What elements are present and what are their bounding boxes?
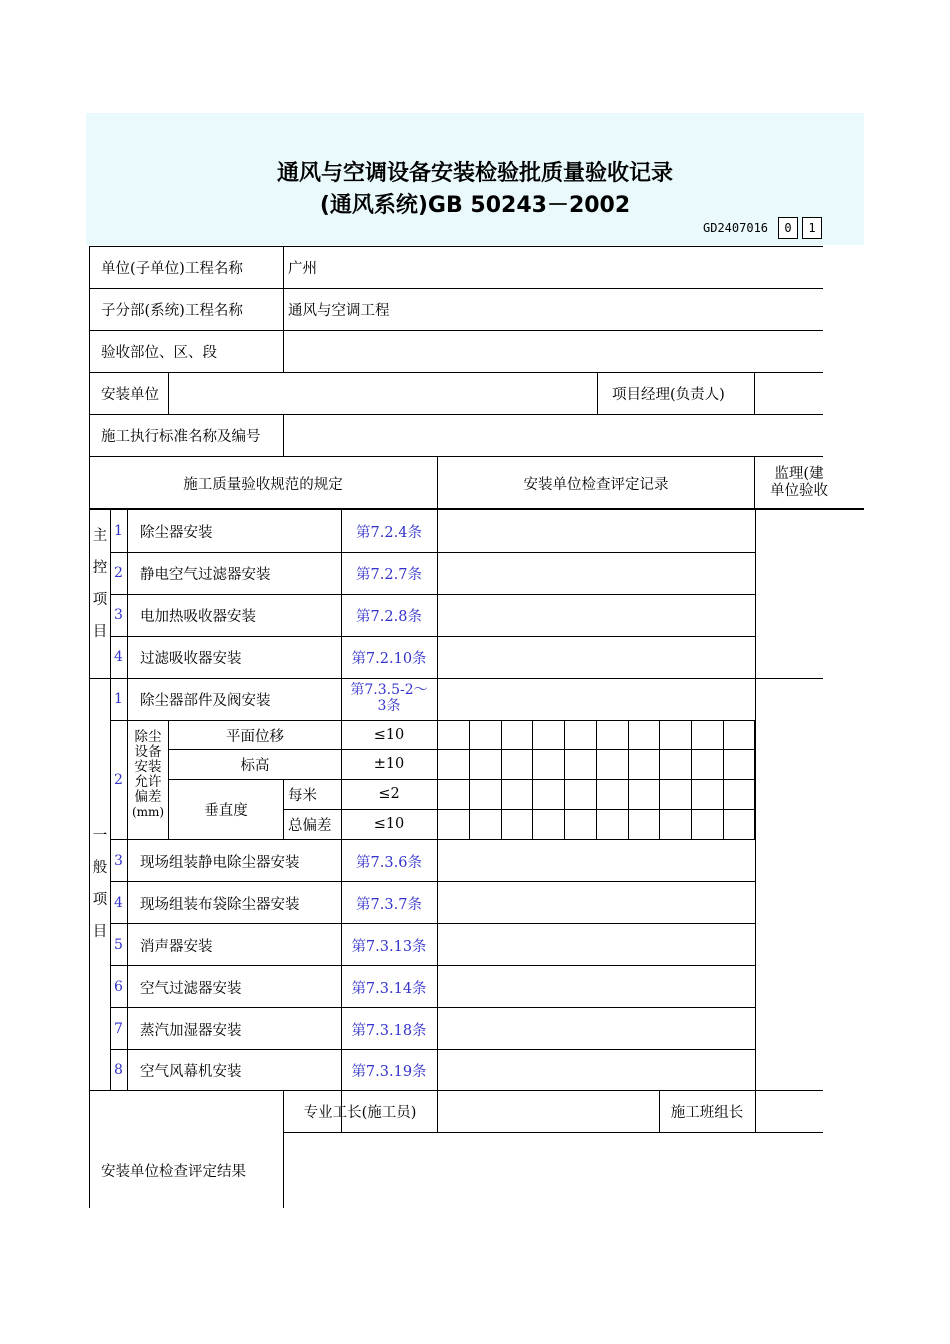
foreman-label: 专业工长(施工员) <box>303 1104 417 1121</box>
grid-line <box>723 720 724 839</box>
install-unit-label: 安装单位 <box>101 386 159 403</box>
general-item-clause: 第7.3.18条 <box>351 1022 427 1039</box>
grid-line <box>283 779 284 839</box>
general-item-clause: 第7.3.7条 <box>356 896 422 913</box>
tolerance-row-value: ≤10 <box>373 727 405 743</box>
main-item-clause: 第7.2.4条 <box>356 524 422 541</box>
clause-line: 3条 <box>377 698 401 714</box>
grid-line <box>283 246 284 372</box>
general-item-clause <box>342 682 436 714</box>
tolerance-row-value: ≤2 <box>378 786 400 802</box>
general-item-clause: 第7.3.19条 <box>351 1063 427 1080</box>
main-item-name: 静电空气过滤器安装 <box>140 566 271 583</box>
grid-line <box>283 1132 823 1133</box>
clause-line: 第7.3.5-2～ <box>350 682 428 698</box>
tolerance-label-line: 允许 <box>134 774 162 790</box>
main-item-no: 2 <box>114 565 123 581</box>
general-item-no: 8 <box>114 1062 123 1078</box>
general-item-name: 消声器安装 <box>140 938 213 955</box>
grid-line <box>283 414 284 456</box>
grid-line <box>754 372 755 414</box>
group-char: 项 <box>92 592 108 608</box>
main-item-no: 3 <box>114 607 123 623</box>
grid-line <box>110 965 756 966</box>
general-item-no: 2 <box>114 772 123 788</box>
general-item-clause: 第7.3.6条 <box>356 854 422 871</box>
general-item-no: 6 <box>114 979 123 995</box>
page-subtitle: (通风系统)GB 50243－2002 <box>319 193 631 218</box>
code-box-1[interactable]: 0 <box>778 217 798 239</box>
general-item-no: 5 <box>114 937 123 953</box>
record-column-header: 安装单位检查评定记录 <box>523 476 669 493</box>
supervisor-header-line1: 监理(建 <box>774 466 824 482</box>
grid-line <box>110 881 756 882</box>
tolerance-label-line: 设备 <box>134 744 162 760</box>
unit-name-value[interactable]: 广州 <box>288 260 317 277</box>
group-char: 项 <box>92 892 108 908</box>
grid-line <box>755 1090 756 1132</box>
group-char: 一 <box>92 828 108 844</box>
main-item-clause: 第7.2.8条 <box>356 608 422 625</box>
tolerance-row-name: 平面位移 <box>226 728 284 745</box>
grid-line <box>532 720 533 839</box>
group-char: 目 <box>92 624 108 640</box>
grid-line <box>597 372 598 414</box>
general-item-no: 7 <box>114 1021 123 1037</box>
grid-line <box>469 720 470 839</box>
main-item-name: 过滤吸收器安装 <box>140 650 242 667</box>
main-item-no: 4 <box>114 649 123 665</box>
general-item-clause: 第7.3.13条 <box>351 938 427 955</box>
tolerance-row-value: ≤10 <box>373 816 405 832</box>
tolerance-label <box>128 730 168 820</box>
general-item-name: 蒸汽加湿器安装 <box>140 1022 242 1039</box>
page-title: 通风与空调设备安装检验批质量验收记录 <box>276 161 673 186</box>
grid-line <box>168 372 169 414</box>
general-item-no: 4 <box>114 895 123 911</box>
general-item-name: 现场组装布袋除尘器安装 <box>140 896 300 913</box>
general-item-name: 空气过滤器安装 <box>140 980 242 997</box>
unit-name-label: 单位(子单位)工程名称 <box>101 260 243 277</box>
team-leader-label: 施工班组长 <box>670 1104 744 1121</box>
general-item-no: 1 <box>114 691 123 707</box>
grid-line <box>89 246 90 1208</box>
grid-line <box>564 720 565 839</box>
grid-line <box>89 509 864 510</box>
install-result-label: 安装单位检查评定结果 <box>101 1163 246 1180</box>
grid-line <box>110 1049 756 1050</box>
standard-label: 施工执行标准名称及编号 <box>101 428 261 445</box>
acceptance-part-label: 验收部位、区、段 <box>101 344 217 361</box>
main-item-name: 电加热吸收器安装 <box>140 608 256 625</box>
grid-line <box>596 720 597 839</box>
grid-line <box>754 720 755 839</box>
subsection-name-value[interactable]: 通风与空调工程 <box>288 302 390 319</box>
grid-line <box>691 720 692 839</box>
tolerance-row-name: 标高 <box>240 757 270 774</box>
tolerance-row-name: 每米 <box>288 787 317 804</box>
main-control-group-label <box>90 520 110 648</box>
grid-line <box>659 720 660 839</box>
grid-line <box>110 1007 756 1008</box>
general-item-clause: 第7.3.14条 <box>351 980 427 997</box>
tolerance-label-line: (mm) <box>131 805 165 819</box>
vertical-label: 垂直度 <box>204 802 248 819</box>
code-box-2[interactable]: 1 <box>802 217 822 239</box>
project-manager-label: 项目经理(负责人) <box>612 386 725 403</box>
spec-column-header: 施工质量验收规范的规定 <box>183 476 343 493</box>
tolerance-label-line: 安装 <box>134 759 162 775</box>
main-item-name: 除尘器安装 <box>140 524 213 541</box>
main-item-clause: 第7.2.10条 <box>351 650 427 667</box>
group-char: 般 <box>92 860 108 876</box>
form-code: GD2407016 <box>703 221 769 235</box>
group-char: 控 <box>92 560 108 576</box>
grid-line <box>110 923 756 924</box>
general-item-name: 空气风幕机安装 <box>140 1063 242 1080</box>
general-item-name: 除尘器部件及阀安装 <box>140 692 271 709</box>
subsection-name-label: 子分部(系统)工程名称 <box>101 302 243 319</box>
main-item-no: 1 <box>114 523 123 539</box>
supervisor-header-line2: 单位验收 <box>770 483 828 499</box>
tolerance-row-name: 总偏差 <box>288 817 332 834</box>
general-item-name: 现场组装静电除尘器安装 <box>140 854 300 871</box>
group-char: 目 <box>92 924 108 940</box>
tolerance-row-value: ±10 <box>373 756 405 772</box>
supervisor-column-header <box>756 466 842 500</box>
grid-line <box>754 456 755 509</box>
grid-line <box>501 720 502 839</box>
group-char: 主 <box>92 528 108 544</box>
tolerance-label-line: 除尘 <box>134 729 162 745</box>
general-item-no: 3 <box>114 853 123 869</box>
grid-line <box>110 839 756 840</box>
main-item-clause: 第7.2.7条 <box>356 566 422 583</box>
grid-line <box>437 456 438 1132</box>
grid-line <box>628 720 629 839</box>
tolerance-label-line: 偏差 <box>134 789 162 805</box>
general-group-label <box>90 820 110 948</box>
